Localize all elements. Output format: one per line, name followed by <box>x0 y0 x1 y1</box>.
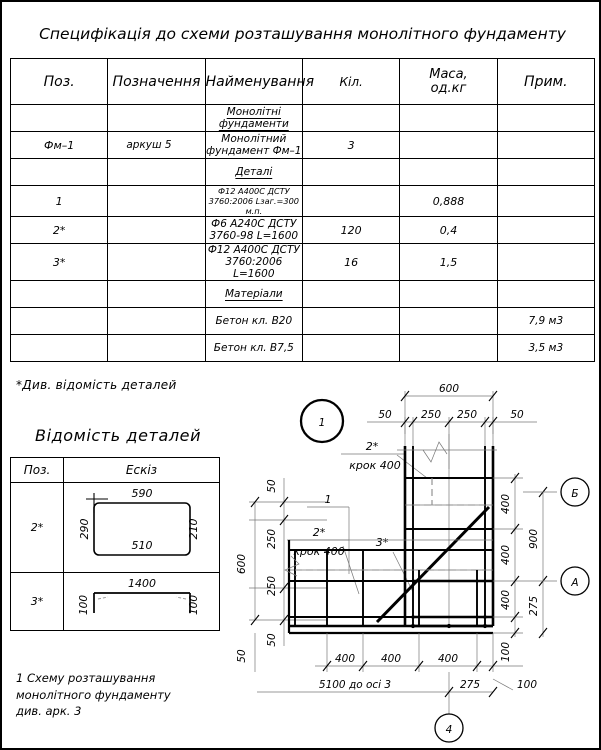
dim-stirrup-top: 590 <box>131 487 153 500</box>
cell-oznachennya: аркуш 5 <box>108 132 205 159</box>
cell-oznachennya <box>108 159 205 186</box>
table-row <box>11 335 595 362</box>
dim-bottom-chain-0: 400 <box>334 653 356 665</box>
dim-bottom-275: 275 <box>459 679 481 691</box>
cell-pos: 3* <box>11 244 108 281</box>
cell-prim <box>497 217 594 244</box>
table-row <box>11 308 595 335</box>
dim-stirrup-left: 290 <box>78 518 91 540</box>
dim-left-chain-3: 50 <box>266 633 278 647</box>
dim-right-900: 900 <box>528 528 540 550</box>
dim-right-275: 275 <box>528 595 540 617</box>
cell-kilkist <box>302 186 399 217</box>
details-cell-pos: 2* <box>11 483 64 573</box>
spec-col-prim: Прим. <box>497 59 594 105</box>
dim-ubar-right: 100 <box>188 594 200 616</box>
dim-bottom-100: 100 <box>516 679 538 691</box>
cell-prim: 7,9 м3 <box>497 308 594 335</box>
dim-left-chain-1: 250 <box>266 528 278 550</box>
foundation-section-drawing <box>227 374 599 750</box>
sheet-note-line-2: монолітного фундаменту <box>16 687 171 702</box>
cell-oznachennya <box>108 217 205 244</box>
cell-oznachennya <box>108 186 205 217</box>
label-2-star-lower: 2* <box>312 526 326 539</box>
details-header-row <box>11 458 220 483</box>
details-row <box>11 483 220 573</box>
cell-prim <box>497 159 594 186</box>
cell-pos <box>11 281 108 308</box>
cell-masa <box>400 308 497 335</box>
cell-naimenuvannya: Бетон кл. В7,5 <box>205 335 302 362</box>
sheet-note-line-3: див. арк. 3 <box>16 704 82 719</box>
details-cell-sketch-stirrup <box>64 483 220 573</box>
cell-kilkist: 16 <box>302 244 399 281</box>
cell-pos <box>11 159 108 186</box>
spec-title-row <box>11 10 595 59</box>
cell-oznachennya <box>108 281 205 308</box>
details-col-pos: Поз. <box>11 458 64 483</box>
details-list-title: Відомість деталей <box>35 426 202 445</box>
dim-right-chain-0: 400 <box>500 493 512 515</box>
dim-top-overall: 600 <box>438 383 460 395</box>
cell-pos <box>11 105 108 132</box>
spec-col-naimenuvannya: Найменування <box>205 59 302 105</box>
table-row <box>11 244 595 281</box>
dim-bottom-overall: 5100 до осі 3 <box>318 679 392 691</box>
details-table <box>10 457 220 631</box>
cell-pos <box>11 335 108 362</box>
details-row <box>11 573 220 631</box>
details-cell-sketch-ubar <box>64 573 220 631</box>
cell-pos: 1 <box>11 186 108 217</box>
spec-col-masa-line2: од.кг <box>430 80 467 96</box>
cell-kilkist <box>302 308 399 335</box>
spec-title: Специфікація до схеми розташування монолітного фундаменту <box>11 10 595 59</box>
dim-top-chain-3: 50 <box>510 409 524 421</box>
axis-bubble-b-label: Б <box>571 488 579 500</box>
cell-naimenuvannya: Монолітні фундаменти <box>205 105 302 132</box>
label-1: 1 <box>324 493 332 506</box>
label-krok-400-lower: крок 400 <box>293 545 345 558</box>
dim-top-chain-1: 250 <box>420 409 442 421</box>
cell-naimenuvannya: Ф12 А400С ДСТУ 3760:2006 L=1600 <box>205 244 302 281</box>
label-2-star-upper: 2* <box>365 440 379 453</box>
dim-bottom-chain-2: 400 <box>437 653 459 665</box>
cell-naimenuvannya: Ф12 А400С ДСТУ 3760:2006 Lзаг.=300 м.п. <box>205 186 302 217</box>
u-bar-sketch <box>64 573 220 627</box>
details-cell-pos: 3* <box>11 573 64 631</box>
spec-col-masa-line1: Маса, <box>429 67 468 83</box>
dim-ubar-top: 1400 <box>128 577 156 590</box>
footnote-star: *Див. відомість деталей <box>16 378 177 392</box>
cell-oznachennya <box>108 335 205 362</box>
cell-prim <box>497 105 594 132</box>
cell-masa <box>400 159 497 186</box>
table-row <box>11 105 595 132</box>
cell-oznachennya <box>108 308 205 335</box>
dim-left-chain-2: 250 <box>266 575 278 597</box>
cell-naimenuvannya: Ф6 А240С ДСТУ 3760-98 L=1600 <box>205 217 302 244</box>
axis-bubble-a-label: А <box>571 577 579 589</box>
cell-naimenuvannya: Матеріали <box>205 281 302 308</box>
dim-right-100: 100 <box>500 641 512 663</box>
cell-pos <box>11 308 108 335</box>
cell-kilkist <box>302 159 399 186</box>
cell-masa: 0,888 <box>400 186 497 217</box>
spec-col-kilkist: Кіл. <box>302 59 399 105</box>
cell-pos: 2* <box>11 217 108 244</box>
dim-right-chain-1: 400 <box>500 544 512 566</box>
spec-col-oznachennya: Позначення <box>108 59 205 105</box>
spec-col-masa <box>400 59 497 105</box>
sheet-note <box>16 670 171 720</box>
dim-top-chain-0: 50 <box>378 409 392 421</box>
dim-right-chain-2: 400 <box>500 589 512 611</box>
dim-bottom-chain-1: 400 <box>380 653 402 665</box>
cell-kilkist: 3 <box>302 132 399 159</box>
cell-prim <box>497 244 594 281</box>
cell-naimenuvannya: Деталі <box>205 159 302 186</box>
dim-left-chain-0: 50 <box>266 479 278 493</box>
cell-masa: 1,5 <box>400 244 497 281</box>
cell-pos: Фм–1 <box>11 132 108 159</box>
dim-ubar-left: 100 <box>78 594 90 616</box>
drawing-svg <box>227 374 599 750</box>
cell-kilkist <box>302 335 399 362</box>
table-row <box>11 132 595 159</box>
cell-oznachennya <box>108 244 205 281</box>
table-row <box>11 186 595 217</box>
dim-top-chain-2: 250 <box>456 409 478 421</box>
diagonal-rebar <box>377 507 489 622</box>
cell-masa <box>400 105 497 132</box>
cell-masa: 0,4 <box>400 217 497 244</box>
cell-masa <box>400 281 497 308</box>
cell-prim <box>497 186 594 217</box>
cell-kilkist: 120 <box>302 217 399 244</box>
label-krok-400-upper: крок 400 <box>349 459 401 472</box>
spec-col-pos: Поз. <box>11 59 108 105</box>
cell-prim: 3,5 м3 <box>497 335 594 362</box>
specification-table <box>10 10 595 362</box>
table-row <box>11 159 595 186</box>
cell-masa <box>400 132 497 159</box>
dim-stirrup-right: 210 <box>187 518 200 540</box>
spec-header-row <box>11 59 595 105</box>
closed-stirrup-sketch <box>64 483 220 569</box>
cell-naimenuvannya: Монолітний фундамент Фм–1 <box>206 133 302 157</box>
label-3-star: 3* <box>375 536 389 549</box>
detail-callout-label: 1 <box>318 417 326 429</box>
cell-prim <box>497 132 594 159</box>
cell-oznachennya <box>108 105 205 132</box>
cell-kilkist <box>302 105 399 132</box>
cell-masa <box>400 335 497 362</box>
cell-naimenuvannya: Бетон кл. В20 <box>205 308 302 335</box>
axis-bubble-4-label: 4 <box>445 724 453 736</box>
dim-bottom-left-50: 50 <box>236 649 248 663</box>
table-row <box>11 281 595 308</box>
cell-prim <box>497 281 594 308</box>
dim-left-overall: 600 <box>236 553 248 575</box>
dim-stirrup-bottom: 510 <box>131 539 153 552</box>
table-row <box>11 217 595 244</box>
sheet-note-line-1: 1 Схему розташування <box>16 671 156 685</box>
cell-kilkist <box>302 281 399 308</box>
details-col-eskiz: Ескіз <box>64 458 220 483</box>
